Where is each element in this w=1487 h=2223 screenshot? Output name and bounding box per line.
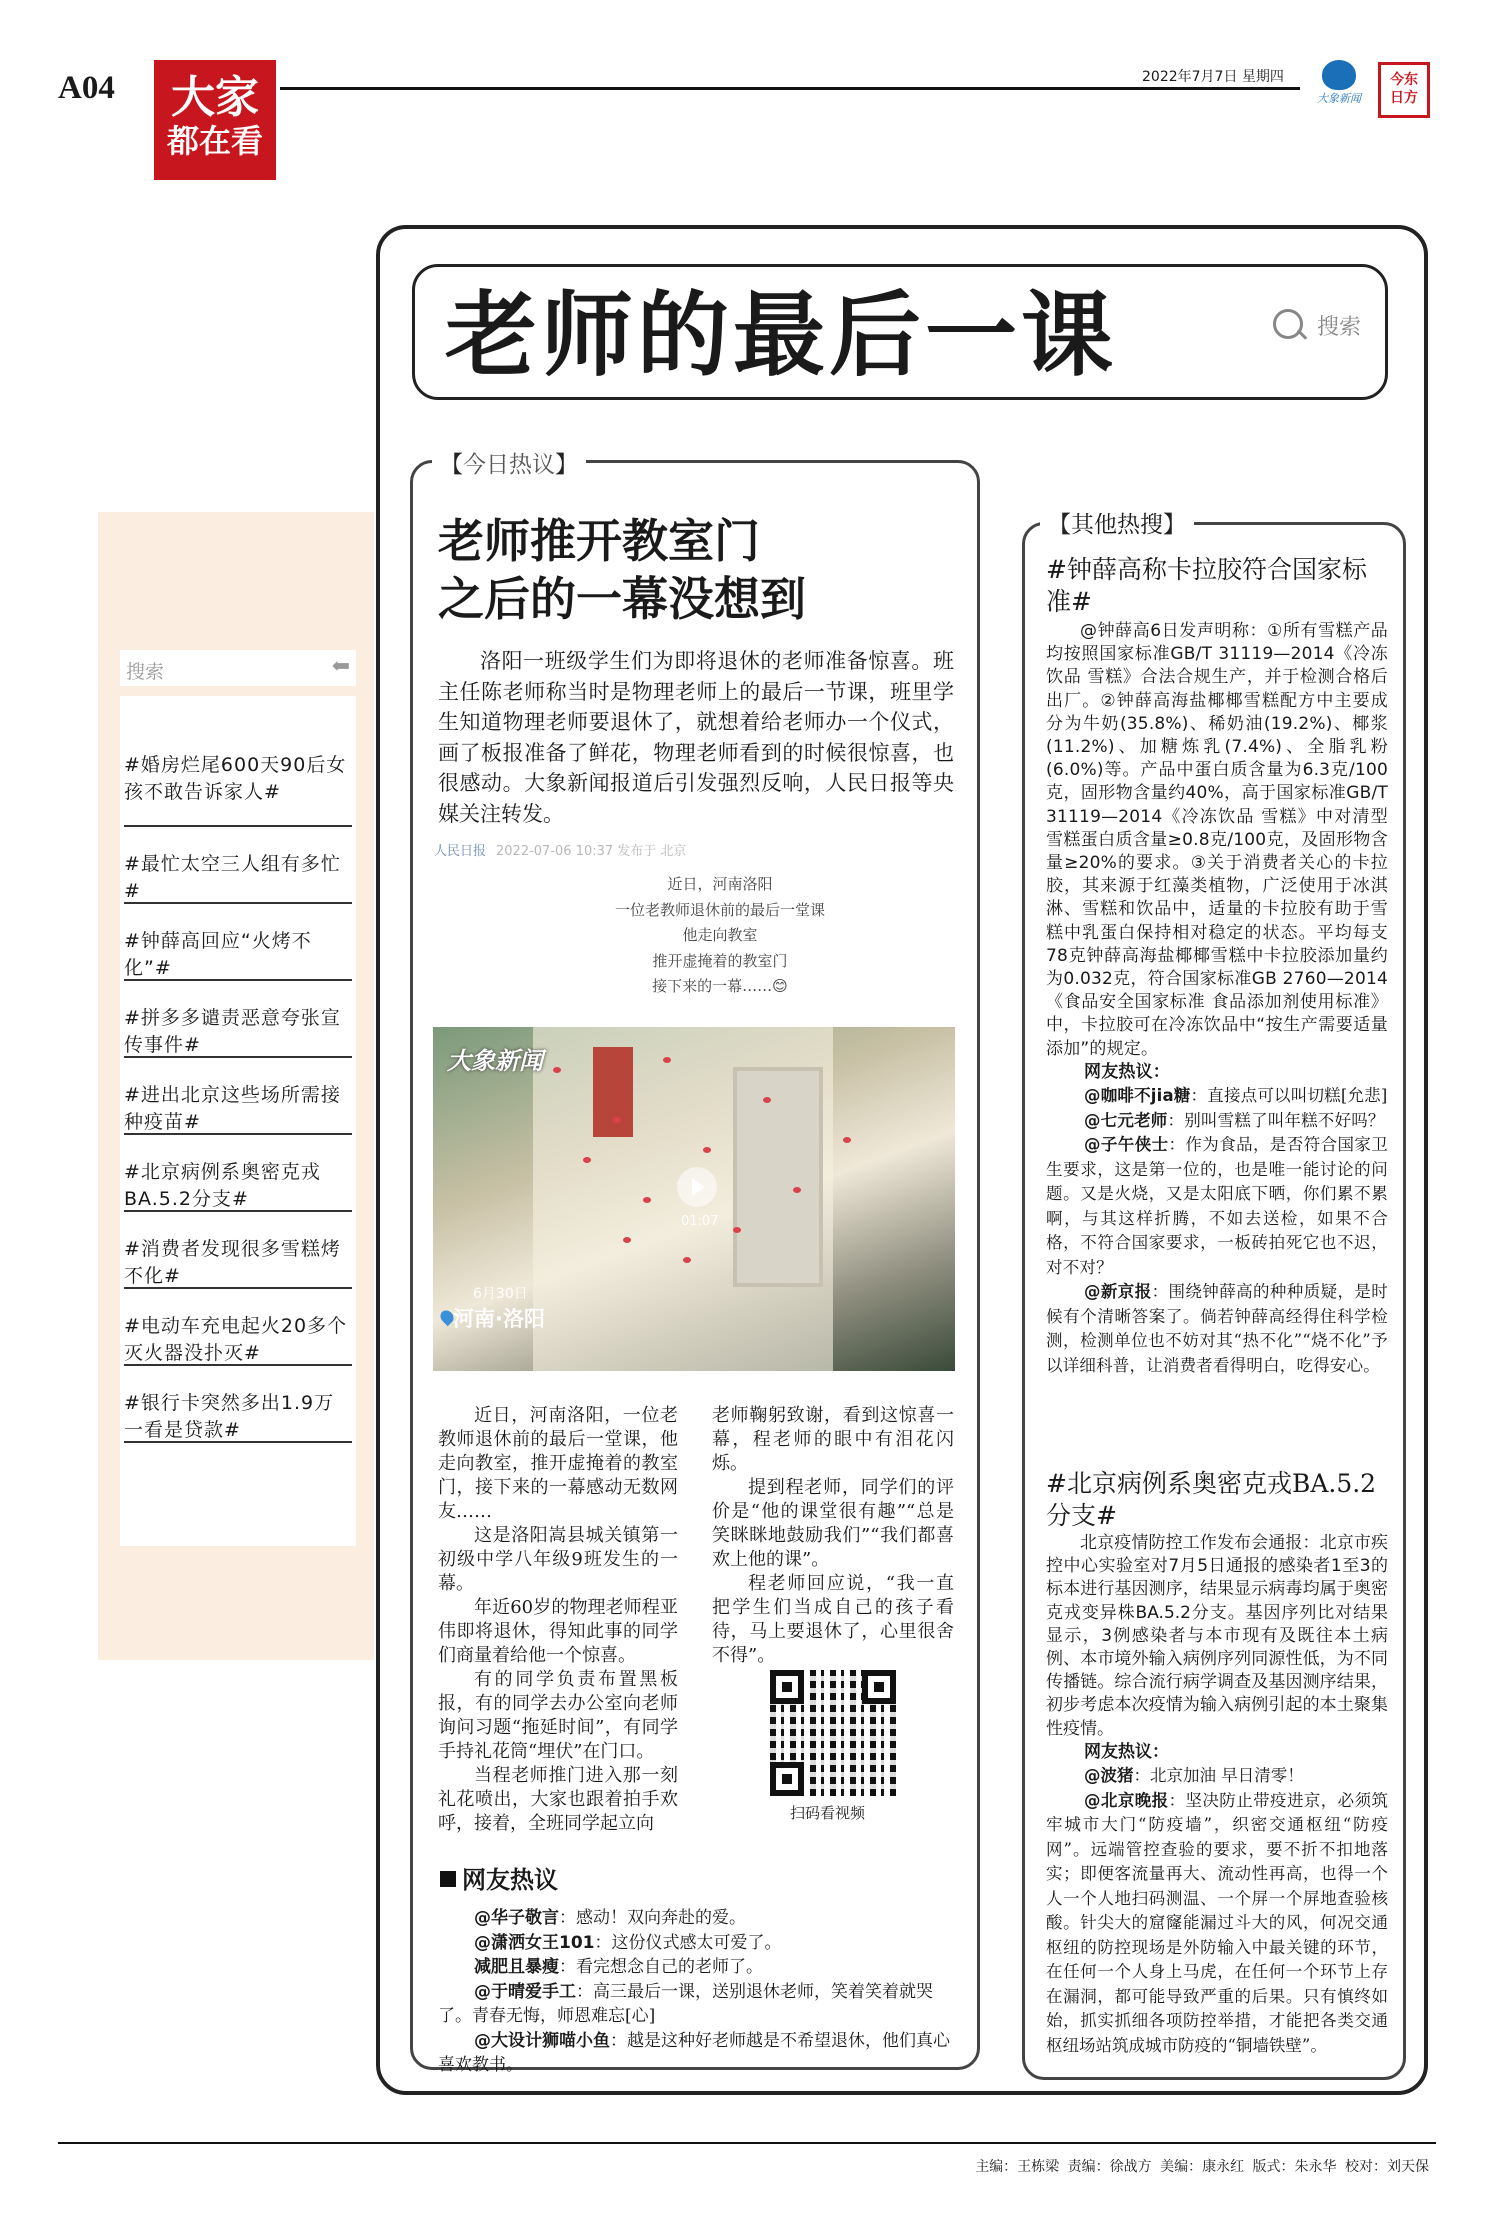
qr-caption: 扫码看视频 (790, 1804, 866, 1822)
video-player[interactable] (433, 1027, 955, 1371)
comment: @大设计狮喵小鱼：越是这种好老师越是不希望退休，他们真心喜欢教书。 (438, 2030, 950, 2075)
video-date: 6月30日 (473, 1286, 528, 1302)
masthead-rule (280, 87, 1300, 90)
section-badge (154, 60, 276, 180)
trending-item[interactable]: #最忙太空三人组有多忙# (124, 827, 352, 904)
play-icon[interactable] (677, 1167, 717, 1207)
video-location: 河南·洛阳 (453, 1307, 545, 1331)
daxiang-news-logo (1312, 60, 1366, 120)
comment: @子午侠士：作为食品，是否符合国家卫生要求，这是第一位的，也是唯一能讨论的问题。又是火烧，又是太阳底下晒，你们累不累啊，与其这样折腾，不如去送检，如果不合格，不符合国家要求，一板砖拍死它也不迟，对不对？ (1046, 1135, 1388, 1277)
story1-body: @钟薛高6日发声明称：①所有雪糕产品均按照国家标准GB/T 31119—2014《冷冻饮品 雪糕》合法合规生产，并于检测合格后出厂。②钟薛高海盐椰椰雪糕配方中主要成分为牛奶(35.8%)、稀奶油(19.2%)、椰浆(11.2%)、加糖炼乳(7.4%)、全脂乳粉(6.0%)等。产品中蛋白质含量为6.3克/100克，固形物含量约40%，高于国家标准GB/T 31119—2014《冷冻饮品 雪糕》中对清型雪糕蛋白质含量≥0.8克/100克，及固形物含量≥20%的要求。③关于消费者关心的卡拉胶，其来源于红藻类植物，广泛使用于冰淇淋、雪糕和饮品中，适量的卡拉胶有助于雪糕中乳蛋白保持相对稳定的状态。平均每支78克钟薛高海盐椰椰雪糕中卡拉胶添加量约为0.032克，符合国家标准GB 2760—2014《食品安全国家标准 食品添加剂使用标准》中，卡拉胶可在冷冻饮品中“按生产需要适量添加”的规定。 网友热议： @咖啡不jia糖：直接点可以叫切糕[允悲] @七元老师：别叫雪糕了叫年糕不好吗？ @子午侠士：作为食品，是否符合国家卫生要求，这是第一位的，也是唯一能讨论的问题。又是火烧，又是太阳底下晒，你们累不累啊，与其这样折腾，不如去送检，如果不合格，不符合国家要求，一板砖拍死它也不迟，对不对？ @新京报：围绕钟薛高的种种质疑，是时候有个清晰答案了。倘若钟薛高经得住科学检测，检测单位也不妨对其“热不化”“烧不化”予以详细科普，让消费者看得明白，吃得安心。 (1046, 620, 1388, 1378)
classroom-door (733, 1067, 823, 1287)
comment: @华子敬言：感动！双向奔赴的爱。 (474, 1908, 746, 1928)
comment: @潇洒女王101：这份仪式感太可爱了。 (474, 1932, 782, 1953)
comments-heading: 网友热议 (440, 1860, 558, 1895)
section-name-line2: 都在看 (166, 122, 263, 160)
section-name-line1: 大家 (171, 72, 259, 123)
article-lead: 洛阳一班级学生们为即将退休的老师准备惊喜。班主任陈老师称当时是物理老师上的最后一节课，班里学生知道物理老师要退休了，就想着给老师办一个仪式，画了板报准备了鲜花，物理老师看到的时候很惊喜，也很感动。大象新闻报道后引发强烈反响，人民日报等央媒关注转发。 (438, 649, 954, 826)
comment: 减肥且暴瘦：看完想念自己的老师了。 (474, 1957, 763, 1977)
trending-list (120, 696, 356, 1546)
trending-item[interactable]: #婚房烂尾600天90后女孩不敢告诉家人# (124, 696, 352, 827)
page-number: A04 (58, 70, 115, 106)
trending-item[interactable]: #钟薛高回应“火烤不化”# (124, 904, 352, 981)
video-watermark: 大象新闻 (447, 1047, 543, 1075)
rail-search-placeholder: 搜索 (126, 661, 165, 683)
hot-topic-tag: 【今日热议】 (432, 448, 586, 482)
jinri-dongfang-seal: 今东 日方 (1378, 62, 1430, 118)
search-button[interactable] (1271, 307, 1361, 343)
search-icon (1271, 307, 1307, 343)
trending-item[interactable]: #进出北京这些场所需接种疫苗# (124, 1058, 352, 1135)
trending-item[interactable]: #银行卡突然多出1.9万一看是贷款# (124, 1366, 352, 1443)
editor-credits: 主编：王栋梁 责编：徐战方 美编：康永红 版式：朱永华 校对：刘天保 (975, 2159, 1429, 2175)
comment: @新京报：围绕钟薛高的种种质疑，是时候有个清晰答案了。倘若钟薛高经得住科学检测，检测单位也不妨对其“热不化”“烧不化”予以详细科普，让消费者看得明白，吃得安心。 (1046, 1282, 1388, 1375)
issue-date: 2022年7月7日 星期四 (1142, 69, 1284, 85)
qr-finder (770, 1762, 804, 1796)
rail-search-bar[interactable] (120, 650, 356, 686)
title-search-box[interactable] (412, 264, 1388, 400)
weibo-meta (434, 840, 686, 859)
weibo-post-text: 近日，河南洛阳 一位老教师退休前的最后一堂课 他走向教室 推开虚掩着的教室门 接下来的一幕……😊 (614, 875, 825, 995)
page-title: 老师的最后一课 (445, 281, 1118, 389)
comment: @咖啡不jia糖：直接点可以叫切糕[允悲] (1084, 1086, 1388, 1106)
video-duration: 01:07 (681, 1214, 719, 1229)
red-banner (593, 1047, 633, 1137)
paw-icon (1322, 60, 1356, 90)
qr-finder (862, 1670, 896, 1704)
other-hot-tag: 【其他热搜】 (1040, 508, 1194, 542)
qr-code[interactable] (770, 1670, 896, 1796)
trending-item[interactable]: #电动车充电起火20多个灭火器没扑灭# (124, 1289, 352, 1366)
trending-item[interactable]: #北京病例系奥密克戎BA.5.2分支# (124, 1135, 352, 1212)
weibo-source[interactable]: 人民日报 (434, 844, 487, 859)
article-headline: 老师推开教室门 之后的一幕没想到 (438, 514, 806, 626)
search-label: 搜索 (1316, 314, 1361, 340)
comments-list (438, 1906, 958, 2078)
story2-title[interactable]: #北京病例系奥密克戎BA.5.2分支# (1046, 1469, 1377, 1530)
weibo-time: 2022-07-06 10:37 发布于 北京 (496, 844, 687, 859)
story2-body: 北京疫情防控工作发布会通报：北京市疾控中心实验室对7月5日通报的感染者1至3的标本进行基因测序，结果显示病毒均属于奥密克戎变异株BA.5.2分支。基因序列比对结果显示，3例感染者与本市现有及既往本土病例、本市境外输入病例序列同源性低，为不同传播链。综合流行病学调查及基因测序结果，初步考虑本次疫情为输入病例引起的本土聚集性疫情。 网友热议： @波猪：北京加油 早日清零！ @北京晚报：坚决防止带疫进京，必须筑牢城市大门“防疫墙”，织密交通枢纽“防疫网”。远端管控查验的要求，要不折不扣地落实；即便客流量再大、流动性再高，也得一个人一个人地扫码测温、一个屏一个屏地查验核酸。针尖大的窟窿能漏过斗大的风，何况交通枢纽的防控现场是外防输入中最关键的环节，在任何一个人身上马虎，在任何一个环节上存在漏洞，都可能导致严重的后果。只有慎终如始，抓实抓细各项防控举措，才能把各类交通枢纽场站筑成城市防疫的“铜墙铁壁”。 (1046, 1532, 1388, 2058)
trending-item[interactable]: #消费者发现很多雪糕烤不化# (124, 1212, 352, 1289)
footer-rule (58, 2142, 1436, 2144)
logo-caption: 大象新闻 (1317, 92, 1361, 105)
story1-title[interactable]: #钟薛高称卡拉胶符合国家标准# (1046, 555, 1367, 616)
comment: @北京晚报：坚决防止带疫进京，必须筑牢城市大门“防疫墙”，织密交通枢纽“防疫网”。远端管控查验的要求，要不折不扣地落实；即便客流量再大、流动性再高，也得一个人一个人地扫码测温、一个屏一个屏地查验核酸。针尖大的窟窿能漏过斗大的风，何况交通枢纽的防控现场是外防输入中最关键的环节，在任何一个人身上马虎，在任何一个环节上存在漏洞，都可能导致严重的后果。只有慎终如始，抓实抓细各项防控举措，才能把各类交通枢纽场站筑成城市防疫的“铜墙铁壁”。 (1046, 1790, 1389, 2055)
comment: @波猪：北京加油 早日清零！ (1084, 1766, 1304, 1786)
square-bullet-icon (440, 1871, 456, 1887)
article-body-left: 近日，河南洛阳，一位老教师退休前的最后一堂课，他走向教室，推开虚掩着的教室门，接下来的一幕感动无数网友…… 这是洛阳嵩县城关镇第一初级中学八年级9班发生的一幕。 年近60岁的物理老师程亚伟即将退休，得知此事的同学们商量着给他一个惊喜。 有的同学负责布置黑板报，有的同学去办公室向老师询问习题“拖延时间”，有同学手持礼花筒“埋伏”在门口。 当程老师推门进入那一刻礼花喷出，大家也跟着拍手欢呼，接着，全班同学起立向 (438, 1405, 678, 1834)
qr-finder (770, 1670, 804, 1704)
trending-item[interactable]: #拼多多谴责恶意夸张宣传事件# (124, 981, 352, 1058)
comment: @于晴爱手工：高三最后一课，送别退休老师，笑着笑着就哭了。青春无悔，师恩难忘[心] (438, 1981, 933, 2026)
back-arrow-icon[interactable]: ⬅ (331, 654, 350, 679)
article-body-right: 老师鞠躬致谢，看到这惊喜一幕，程老师的眼中有泪花闪烁。 提到程老师，同学们的评价是“他的课堂很有趣”“总是笑眯眯地鼓励我们”“我们都喜欢上他的课”。 程老师回应说，“我一直把学生们当成自己的孩子看待，马上要退休了，心里很舍不得”。 (712, 1405, 954, 1666)
comment: @七元老师：别叫雪糕了叫年糕不好吗？ (1084, 1110, 1385, 1130)
